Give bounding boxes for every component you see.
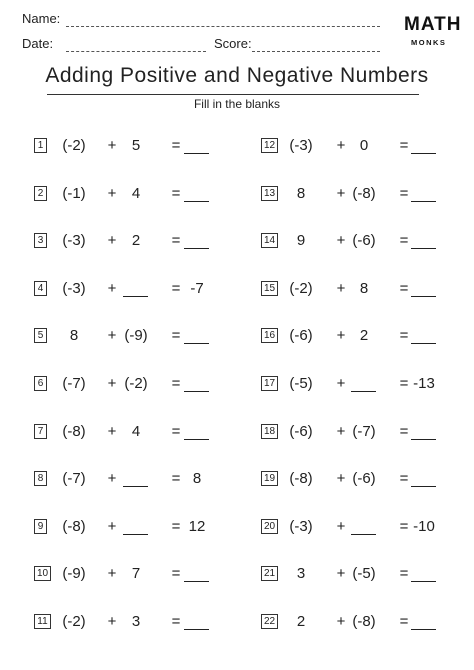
equals-sign: =: [171, 470, 181, 487]
operand-b: 0: [359, 137, 369, 154]
problem-number: 12: [261, 138, 278, 153]
problem-number: 11: [34, 614, 51, 629]
operand-b: (-5): [352, 565, 376, 582]
problem-number: 16: [261, 328, 278, 343]
logo-main-text: MATH: [404, 14, 462, 35]
plus-sign: +: [336, 280, 346, 297]
problem-number: 20: [261, 519, 278, 534]
plus-sign: +: [336, 232, 346, 249]
plus-sign: +: [107, 470, 117, 487]
operand-a: (-3): [62, 280, 86, 297]
operand-b-blank[interactable]: [351, 534, 376, 535]
result-blank[interactable]: [184, 439, 209, 440]
operand-b-blank[interactable]: [123, 486, 148, 487]
equals-sign: =: [399, 613, 409, 630]
plus-sign: +: [107, 327, 117, 344]
plus-sign: +: [107, 375, 117, 392]
plus-sign: +: [336, 423, 346, 440]
result: -7: [190, 280, 204, 297]
operand-a: 3: [296, 565, 306, 582]
operand-b: (-7): [352, 423, 376, 440]
operand-b: 7: [131, 565, 141, 582]
equals-sign: =: [399, 137, 409, 154]
result-blank[interactable]: [184, 201, 209, 202]
operand-b: (-8): [352, 613, 376, 630]
operand-b: (-2): [124, 375, 148, 392]
page-title: Adding Positive and Negative Numbers: [45, 64, 429, 87]
problem-number: 2: [34, 186, 47, 201]
problem-number: 21: [261, 566, 278, 581]
result: 8: [192, 470, 202, 487]
operand-a: 8: [69, 327, 79, 344]
operand-a: 2: [296, 613, 306, 630]
operand-a: (-7): [62, 375, 86, 392]
result-blank[interactable]: [411, 439, 436, 440]
plus-sign: +: [336, 565, 346, 582]
operand-b: 8: [359, 280, 369, 297]
problem-number: 4: [34, 281, 47, 296]
operand-a: 8: [296, 185, 306, 202]
operand-b-blank[interactable]: [123, 296, 148, 297]
equals-sign: =: [399, 232, 409, 249]
score-field[interactable]: [252, 51, 380, 52]
problem-number: 9: [34, 519, 47, 534]
operand-b-blank[interactable]: [123, 534, 148, 535]
result-blank[interactable]: [411, 629, 436, 630]
result: 12: [188, 518, 206, 535]
problem-number: 15: [261, 281, 278, 296]
equals-sign: =: [171, 518, 181, 535]
operand-b: (-8): [352, 185, 376, 202]
operand-a: (-8): [62, 518, 86, 535]
operand-a: (-6): [289, 423, 313, 440]
result-blank[interactable]: [411, 296, 436, 297]
operand-a: (-6): [289, 327, 313, 344]
operand-b: (-6): [352, 470, 376, 487]
problem-number: 13: [261, 186, 278, 201]
plus-sign: +: [336, 375, 346, 392]
plus-sign: +: [107, 232, 117, 249]
instructions: Fill in the blanks: [193, 97, 281, 111]
date-field[interactable]: [66, 51, 206, 52]
equals-sign: =: [399, 327, 409, 344]
operand-b: 5: [131, 137, 141, 154]
problem-number: 6: [34, 376, 47, 391]
problem-number: 10: [34, 566, 51, 581]
equals-sign: =: [399, 423, 409, 440]
plus-sign: +: [336, 613, 346, 630]
operand-b: 2: [131, 232, 141, 249]
equals-sign: =: [399, 375, 409, 392]
operand-b-blank[interactable]: [351, 391, 376, 392]
problem-number: 7: [34, 424, 47, 439]
equals-sign: =: [399, 470, 409, 487]
equals-sign: =: [399, 185, 409, 202]
operand-b: 3: [131, 613, 141, 630]
equals-sign: =: [399, 280, 409, 297]
result-blank[interactable]: [411, 581, 436, 582]
result-blank[interactable]: [184, 248, 209, 249]
title-underline: [47, 94, 419, 95]
result-blank[interactable]: [411, 201, 436, 202]
operand-a: 9: [296, 232, 306, 249]
name-label: Name:: [22, 11, 61, 26]
problem-number: 14: [261, 233, 278, 248]
problem-number: 1: [34, 138, 47, 153]
problem-number: 3: [34, 233, 47, 248]
operand-b: (-6): [352, 232, 376, 249]
equals-sign: =: [171, 327, 181, 344]
plus-sign: +: [107, 423, 117, 440]
operand-a: (-3): [289, 137, 313, 154]
plus-sign: +: [107, 613, 117, 630]
result-blank[interactable]: [184, 629, 209, 630]
problem-number: 19: [261, 471, 278, 486]
plus-sign: +: [336, 470, 346, 487]
operand-a: (-8): [289, 470, 313, 487]
operand-b: 2: [359, 327, 369, 344]
equals-sign: =: [171, 185, 181, 202]
equals-sign: =: [171, 375, 181, 392]
plus-sign: +: [107, 518, 117, 535]
result-blank[interactable]: [184, 343, 209, 344]
plus-sign: +: [336, 185, 346, 202]
score-label: Score:: [214, 36, 252, 51]
name-field[interactable]: [66, 26, 380, 27]
result: -10: [413, 518, 435, 535]
operand-a: (-9): [62, 565, 86, 582]
problem-number: 8: [34, 471, 47, 486]
operand-a: (-3): [289, 518, 313, 535]
result-blank[interactable]: [411, 486, 436, 487]
operand-a: (-1): [62, 185, 86, 202]
equals-sign: =: [171, 280, 181, 297]
result-blank[interactable]: [184, 581, 209, 582]
operand-b: 4: [131, 423, 141, 440]
equals-sign: =: [171, 565, 181, 582]
operand-a: (-8): [62, 423, 86, 440]
equals-sign: =: [171, 613, 181, 630]
operand-a: (-2): [62, 613, 86, 630]
result-blank[interactable]: [184, 391, 209, 392]
problem-number: 22: [261, 614, 278, 629]
result-blank[interactable]: [411, 248, 436, 249]
equals-sign: =: [171, 423, 181, 440]
operand-a: (-2): [289, 280, 313, 297]
equals-sign: =: [171, 137, 181, 154]
plus-sign: +: [107, 565, 117, 582]
equals-sign: =: [399, 518, 409, 535]
equals-sign: =: [171, 232, 181, 249]
operand-a: (-5): [289, 375, 313, 392]
result-blank[interactable]: [411, 153, 436, 154]
plus-sign: +: [336, 518, 346, 535]
problem-number: 17: [261, 376, 278, 391]
operand-a: (-3): [62, 232, 86, 249]
result-blank[interactable]: [184, 153, 209, 154]
plus-sign: +: [336, 327, 346, 344]
plus-sign: +: [336, 137, 346, 154]
problem-number: 5: [34, 328, 47, 343]
result: -13: [413, 375, 435, 392]
operand-b: (-9): [124, 327, 148, 344]
equals-sign: =: [399, 565, 409, 582]
operand-b: 4: [131, 185, 141, 202]
plus-sign: +: [107, 185, 117, 202]
math-monks-logo: [404, 14, 462, 54]
logo-sub-text: MONKS: [411, 38, 447, 47]
problem-number: 18: [261, 424, 278, 439]
operand-a: (-2): [62, 137, 86, 154]
plus-sign: +: [107, 137, 117, 154]
result-blank[interactable]: [411, 343, 436, 344]
operand-a: (-7): [62, 470, 86, 487]
plus-sign: +: [107, 280, 117, 297]
date-label: Date:: [22, 36, 54, 51]
